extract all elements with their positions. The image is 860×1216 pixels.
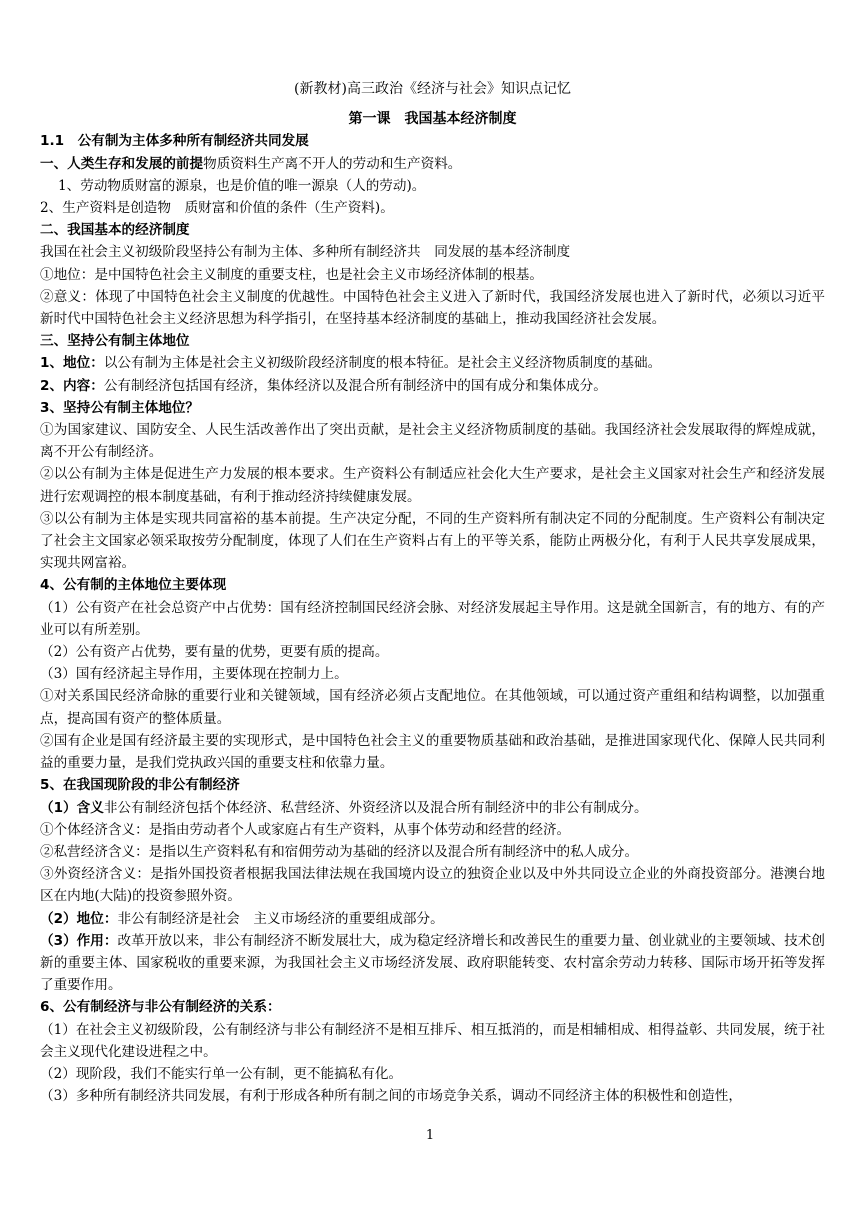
paragraph-text: （2）公有资产占优势，要有量的优势，更要有质的提高。	[40, 644, 389, 661]
section-heading	[40, 130, 825, 152]
section-heading	[40, 996, 825, 1018]
paragraph-text: ②国有企业是国有经济最主要的实现形式，是中国特色社会主义的重要物质基础和政治基础，是推进国家现代化、保障人民共同利益的重要力量，是我们党执政兴国的重要支柱和依靠力量。	[40, 732, 825, 772]
heading-text: 三、坚持公有制主体地位	[40, 333, 190, 350]
document-title: (新教材)高三政治《经济与社会》知识点记忆	[294, 81, 571, 97]
section-heading	[40, 330, 825, 352]
paragraph-text: 1、劳动物质财富的源泉，也是价值的唯一源泉（人的劳动)。	[58, 177, 426, 194]
heading-text: 4、公有制的主体地位主要体现	[40, 577, 227, 594]
paragraph	[40, 797, 825, 819]
paragraph-text: 改革开放以来，非公有制经济不断发展壮大，成为稳定经济增长和改善民生的重要力量、创业就业的主要领域、技术创新的重要主体、国家税收的重要来源，为我国社会主义市场经济发展、政府职能转变、农村富余劳动力转移、国际市场开拓等发挥了重要作用。	[40, 932, 825, 994]
paragraph	[40, 463, 825, 507]
paragraph-text: （1）公有资产在社会总资产中占优势：国有经济控制国民经济会脉、对经济发展起主导作用。这是就全国新言，有的地方、有的产业可以有所差别。	[40, 599, 825, 638]
paragraph	[40, 641, 825, 663]
paragraph	[40, 1085, 825, 1107]
chapter-title: 第一课 我国基本经济制度	[348, 111, 517, 128]
inline-heading: 一、人类生存和发展的前提	[40, 155, 204, 172]
paragraph	[40, 197, 825, 219]
paragraph	[40, 685, 825, 729]
paragraph	[40, 375, 825, 397]
paragraph	[40, 930, 825, 997]
paragraph-text: 非公有制经济是社会 主义市场经济的重要组成部分。	[117, 910, 444, 927]
paragraph-text: （3）国有经济起主导作用，主要体现在控制力上。	[40, 666, 348, 683]
section-heading	[40, 574, 825, 596]
section-heading	[40, 397, 825, 419]
paragraph-text: （2）现阶段，我们不能实行单一公有制，更不能搞私有化。	[40, 1065, 403, 1082]
paragraph-text: 物质资料生产离不开人的劳动和生产资料。	[203, 155, 462, 172]
inline-heading: 1、地位：	[40, 355, 104, 372]
paragraph	[40, 153, 825, 175]
section-heading	[40, 774, 825, 796]
paragraph-text: 非公有制经济包括个体经济、私营经济、外资经济以及混合所有制经济中的非公有制成分。	[103, 799, 648, 816]
paragraph	[40, 1063, 825, 1085]
paragraph-text: 我国在社会主义初级阶段坚持公有制为主体、多种所有制经济共 同发展的基本经济制度	[40, 244, 571, 261]
paragraph-text: （3）多种所有制经济共同发展，有利于形成各种所有制之间的市场竞争关系，调动不同经济主体的积极性和创造性，	[40, 1088, 742, 1105]
paragraph-text: 公有制经济包括国有经济，集体经济以及混合所有制经济中的国有成分和集体成分。	[103, 377, 607, 394]
paragraph	[40, 730, 825, 774]
paragraph	[40, 908, 825, 930]
paragraph-text: ①对关系国民经济命脉的重要行业和关键领域，国有经济必须占支配地位。在其他领域，可以通过资产重组和结构调整，以加强重点，提高国有资产的整体质量。	[40, 688, 825, 727]
heading-text: 1.1 公有制为主体多种所有制经济共同发展	[40, 133, 309, 150]
paragraph	[40, 819, 825, 841]
inline-heading: （2）地位：	[40, 910, 118, 927]
paragraph	[40, 175, 825, 197]
paragraph-text: ③外资经济含义：是指外国投资者根据我国法律法规在我国境内设立的独资企业以及中外共同设立企业的外商投资部分。港澳台地区在内地(大陆)的投资参照外资。	[40, 866, 825, 905]
paragraph	[40, 241, 825, 263]
paragraph-text: ②意义：体现了中国特色社会主义制度的优越性。中国特色社会主义进入了新时代，我国经济发展也进入了新时代，必须以习近平新时代中国特色社会主义经济思想为科学指引，在坚持基本经济制度的基础上，推动我国经济社会发展。	[40, 288, 825, 328]
paragraph	[40, 352, 825, 374]
paragraph-text: ①为国家建议、国防安全、人民生活改善作出了突出贡献，是社会主义经济物质制度的基础。我国经济社会发展取得的辉煌成就，离不开公有制经济。	[40, 422, 825, 461]
paragraph-text: 2、生产资料是创造物 质财富和价值的条件（生产资料)。	[40, 200, 394, 217]
paragraph	[40, 663, 825, 685]
paragraph-text: ③以公有制为主体是实现共同富裕的基本前提。生产决定分配，不同的生产资料所有制决定不同的分配制度。生产资料公有制决定了社会主文国家必领采取按劳分配制度，体现了人们在生产资料占有上的平等关系，能防止两极分化，有利于人民共享发展成果，实现共网富裕。	[40, 510, 825, 572]
paragraph-text: ②以公有制为主体是促进生产力发展的根本要求。生产资料公有制适应社会化大生产要求，是社会主义国家对社会生产和经济发展进行宏观调控的根本制度基础，有利于推动经济持续健康发展。	[40, 466, 825, 505]
paragraph	[40, 419, 825, 463]
paragraph	[40, 863, 825, 907]
paragraph-text: （1）在社会主义初级阶段，公有制经济与非公有制经济不是相互排斥、相互抵消的，而是相辅相成、相得益彰、共同发展，统于社会主义现代化建设进程之中。	[40, 1021, 825, 1060]
heading-text: 5、在我国现阶段的非公有制经济	[40, 777, 240, 794]
paragraph	[40, 841, 825, 863]
document-page	[40, 78, 825, 1107]
heading-text: 6、公有制经济与非公有制经济的关系：	[40, 999, 281, 1016]
document-body	[40, 130, 825, 1107]
paragraph	[40, 264, 825, 286]
paragraph	[40, 286, 825, 330]
inline-heading: （1）含义	[40, 799, 104, 816]
inline-heading: 2、内容：	[40, 377, 104, 394]
paragraph-text: 以公有制为主体是社会主义初级阶段经济制度的根本特征。是社会主义经济物质制度的基础。	[103, 355, 662, 372]
paragraph-text: ①个体经济含义：是指由劳动者个人或家庭占有生产资料，从事个体劳动和经营的经济。	[40, 821, 571, 838]
paragraph	[40, 597, 825, 641]
page-number: 1	[425, 1128, 435, 1143]
heading-text: 二、我国基本的经济制度	[40, 222, 190, 239]
paragraph	[40, 508, 825, 575]
paragraph	[40, 1019, 825, 1063]
paragraph-text: ②私营经济含义：是指以生产资料私有和宿佣劳动为基础的经济以及混合所有制经济中的私人成分。	[40, 843, 639, 860]
heading-text: 3、坚持公有制主体地位？	[40, 399, 199, 416]
section-heading	[40, 219, 825, 241]
paragraph-text: ①地位：是中国特色社会主义制度的重要支柱，也是社会主义市场经济体制的根基。	[40, 266, 543, 283]
inline-heading: （3）作用：	[40, 932, 118, 949]
